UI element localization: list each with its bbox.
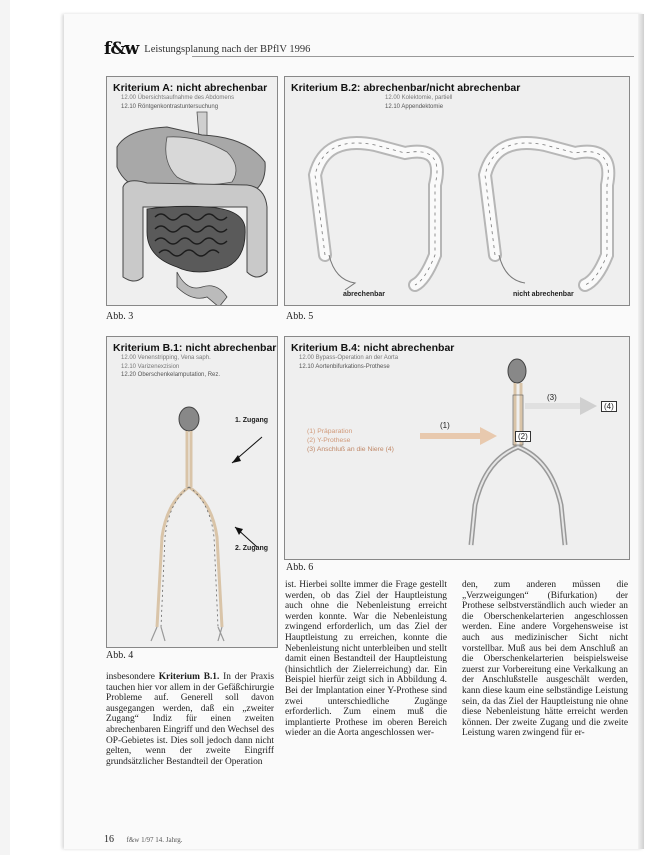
- step-2: (2) Y-Prothese: [307, 437, 351, 444]
- arrow-label-2: (2): [515, 431, 531, 442]
- page-number: 16: [104, 834, 114, 845]
- label-nicht-abrechenbar: nicht abrechenbar: [513, 291, 574, 298]
- scan-left-margin: [0, 0, 10, 855]
- page-edge-shadow: [638, 14, 644, 849]
- figure-4-sub-1: 12.00 Venenstripping, Vena saph.: [121, 355, 211, 361]
- step-1: (1) Präparation: [307, 428, 353, 435]
- arrow-label-4: (4): [601, 401, 617, 412]
- figure-6-caption: Abb. 6: [286, 562, 314, 573]
- page-footer: [104, 834, 183, 845]
- text-column-2: [285, 580, 447, 834]
- header-rule: [192, 56, 634, 57]
- text-column-3: [462, 580, 628, 834]
- journal-logo: f&w: [104, 39, 139, 59]
- figure-6-title: Kriterium B.4: nicht abrechenbar: [291, 342, 455, 354]
- criterion-emphasis: Kriterium B.1.: [158, 672, 220, 682]
- figure-6-sub-2: 12.10 Aortenbifurkations-Prothese: [299, 363, 390, 370]
- figure-4-sub-3: 12.20 Oberschenkelamputation, Rez.: [121, 372, 221, 378]
- abdomen-illustration: [107, 107, 277, 306]
- figure-5-sub-1: 12.00 Kolektomie, partiell: [385, 95, 453, 101]
- figure-5-caption: Abb. 5: [286, 311, 314, 322]
- label-second-access: 2. Zugang: [235, 545, 269, 552]
- figure-5-sub-2: 12.10 Appendektomie: [385, 103, 444, 110]
- issue-info: f&w 1/97 14. Jahrg.: [126, 836, 183, 844]
- figure-3-caption: Abb. 3: [106, 311, 134, 322]
- journal-page: [64, 14, 644, 849]
- figure-3-sub-2: 12.10 Röntgenkontrastuntersuchung: [121, 103, 219, 110]
- figure-4-sub-2: 12.10 Varizenexzision: [121, 363, 180, 370]
- figure-3-sub-1: 12.00 Übersichtsaufnahme des Abdomens: [121, 95, 235, 101]
- column-3-text: den, zum anderen müssen die „Verzweigungen“ (Bifurkation) der Prothese selbstverständlich auch wieder an die Oberschenkelarterien angeschlossen werden. Eine andere Vorgehensweise ist auch aus medizinischer Sicht nicht vorstellbar. Muß aus bei dem Anschluß an die Oberschenkelarterien beispielsweise zuerst zur Vorbereitung eine Verkalkung an der Anschlußstelle ausgeschält werden, kann diese kaum eine selbständige Leistung sein, da das Ziel der Hauptleistung nie ohne diese Nebenleistung hätte erreicht werden können. Der zweite Zugang und die zweite Leistung waren zwingend für er-: [462, 580, 628, 739]
- y-prosthesis-illustration: [285, 355, 629, 555]
- figure-5-panel: [284, 76, 630, 306]
- arrow-label-1: (1): [440, 421, 450, 430]
- figure-6-sub-1: 12.00 Bypass-Operation an der Aorta: [299, 355, 399, 361]
- figure-4-panel: [106, 336, 278, 648]
- figure-4-title: Kriterium B.1: nicht abrechenbar: [113, 342, 277, 354]
- label-first-access: 1. Zugang: [235, 417, 269, 424]
- column-1-text: insbesondere Kriterium B.1. In der Praxis tauchen hier vor allem in der Gefäßchirurgie Probleme auf. Generell soll davon ausgegangen werden, daß ein „zweiter Zugang“ Indiz für einen zweiten abrechenbaren Eingriff und den Wechsel des OP-Gebietes ist. Dies soll jedoch dann nicht gelten, wenn der zweite Eingriff grundsätzlicher Bestandteil der Operation: [106, 672, 274, 767]
- column-2-text: ist. Hierbei sollte immer die Frage gestellt werden, ob das Ziel der Hauptleistung auch ohne die Nebenleistung erreicht werden konnte. War die Nebenleistung zwingend erforderlich, um das Ziel der Hauptleistung zu erreichen, konnte die Nebenleistung nicht unterbleiben und stellt damit einen Bestandteil der Hauptleistung (hinsichtlich der Zielerreichung) dar. Ein Beispiel hierfür zeigt sich in Abbildung 4. Bei der Implantation einer Y-Prothese sind zwei unterschiedliche Zugänge erforderlich. Zum einem muß die implantierte Prothese im oberen Bereich wieder an die Aorta angeschlossen wer-: [285, 580, 447, 739]
- figure-5-title: Kriterium B.2: abrechenbar/nicht abrechenbar: [291, 82, 521, 94]
- page-header: [104, 38, 634, 60]
- running-head: Leistungsplanung nach der BPflV 1996: [144, 43, 311, 55]
- text-column-1: [106, 672, 274, 832]
- figure-4-caption: Abb. 4: [106, 650, 134, 661]
- figure-3-panel: [106, 76, 278, 306]
- step-3: (3) Anschluß an die Niere (4): [307, 446, 394, 453]
- label-abrechenbar: abrechenbar: [343, 291, 386, 298]
- figure-3-title: Kriterium A: nicht abrechenbar: [113, 82, 268, 94]
- arrow-label-3: (3): [547, 393, 557, 402]
- figure-6-panel: [284, 336, 630, 560]
- colon-illustration: [285, 105, 629, 305]
